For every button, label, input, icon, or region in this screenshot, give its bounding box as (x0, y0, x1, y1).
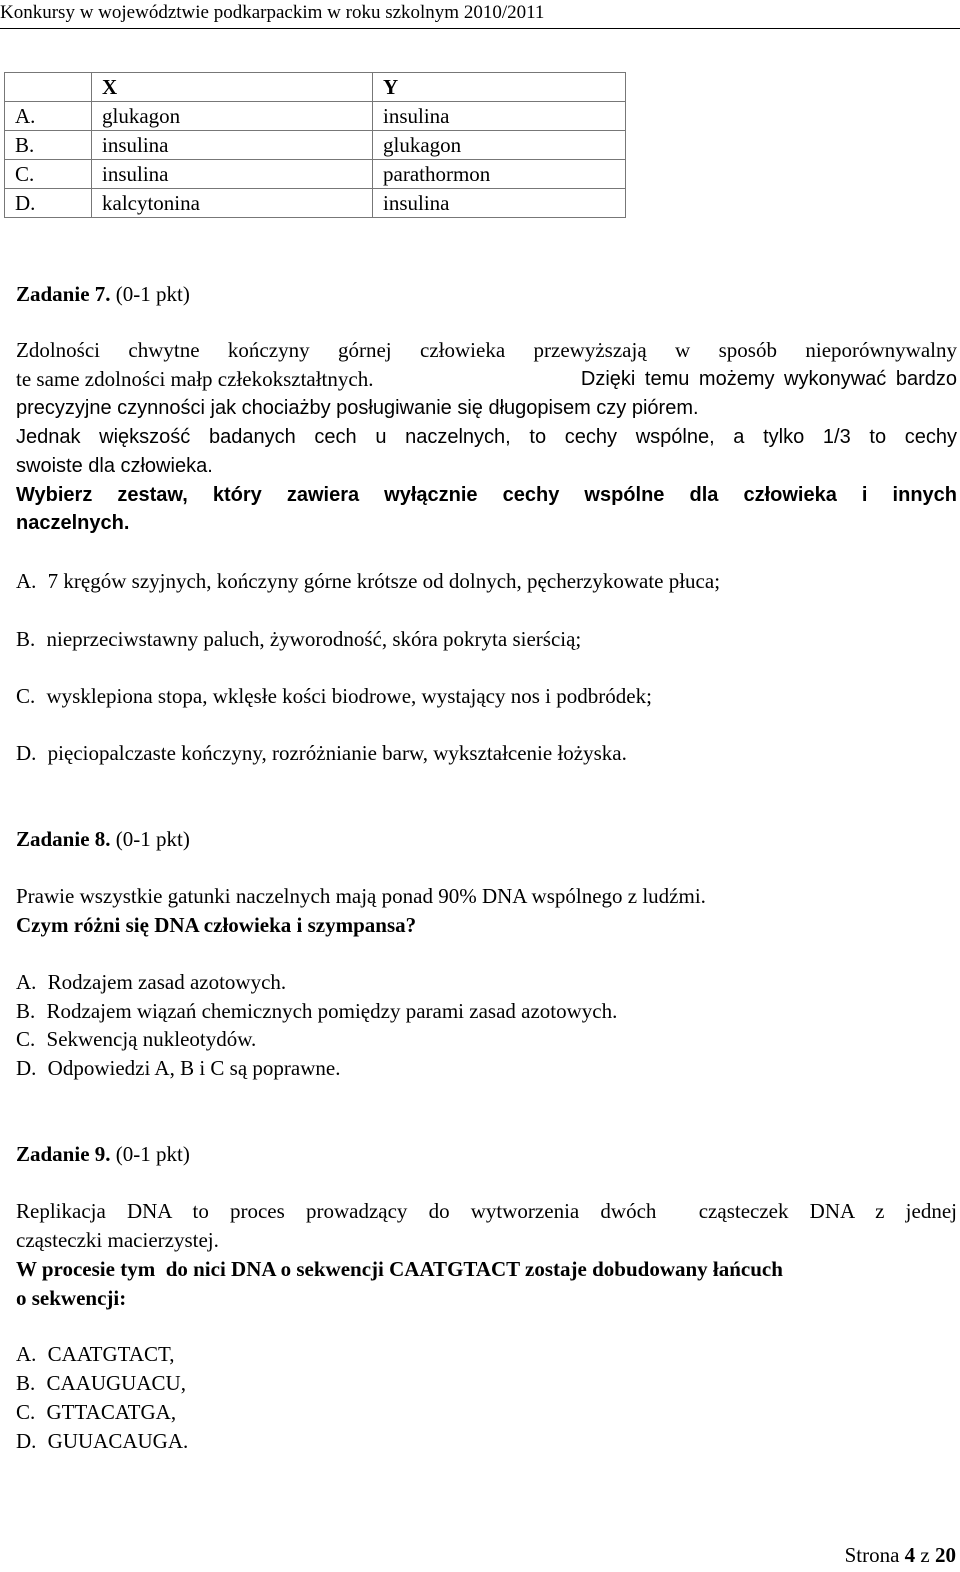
page-number-prefix: Strona (844, 1543, 900, 1567)
table-cell: kalcytonina (92, 189, 373, 218)
task-7-text-line: Jednak większość badanych cech u naczelnych, to cechy wspólne, a tylko 1/3 to cechy (16, 426, 957, 448)
task-points: (0-1 pkt) (115, 1142, 190, 1166)
table-header-row (5, 73, 626, 102)
task-8-option (16, 999, 617, 1024)
task-9-question: o sekwencji: (16, 1286, 127, 1310)
table-header-cell: X (92, 73, 373, 102)
table-cell: insulina (92, 160, 373, 189)
task-7-text-line: Dzięki temu możemy wykonywać bardzo (580, 368, 957, 390)
task-7-heading (16, 282, 190, 307)
option-text: Rodzajem zasad azotowych. (47, 970, 287, 994)
task-9-option (16, 1400, 176, 1425)
page-number-middle: z (920, 1543, 930, 1567)
option-text: wysklepiona stopa, wklęsłe kości biodrowe, wystający nos i podbródek; (46, 684, 652, 708)
task-8-text: Prawie wszystkie gatunki naczelnych mają ponad 90% DNA wspólnego z ludźmi. (16, 884, 706, 908)
table-cell: glukagon (92, 102, 373, 131)
task-9-heading (16, 1142, 190, 1167)
option-label: C. (16, 1400, 36, 1424)
table-row (5, 131, 626, 160)
table-row (5, 189, 626, 218)
table-header-cell: Y (373, 73, 626, 102)
table-cell: D. (5, 189, 92, 218)
option-label: A. (16, 1342, 37, 1366)
option-text: pięciopalczaste kończyny, rozróżnianie barw, wykształcenie łożyska. (47, 741, 627, 765)
option-text: 7 kręgów szyjnych, kończyny górne krótsze od dolnych, pęcherzykowate płuca; (47, 569, 721, 593)
table-cell: insulina (373, 189, 626, 218)
task-9-text-line: Replikacja DNA to proces prowadzący do wytworzenia dwóch cząsteczek DNA z jednej (16, 1199, 957, 1223)
option-label: C. (16, 1027, 36, 1051)
task-8-question: Czym różni się DNA człowieka i szympansa? (16, 913, 417, 937)
option-text: Odpowiedzi A, B i C są poprawne. (47, 1056, 341, 1080)
task-7-option (16, 627, 581, 652)
option-text: GUUACAUGA. (47, 1429, 189, 1453)
table-cell: glukagon (373, 131, 626, 160)
table-cell: A. (5, 102, 92, 131)
task-9-text-line: cząsteczki macierzystej. (16, 1228, 219, 1252)
task-8-heading (16, 827, 190, 852)
option-text: CAAUGUACU, (46, 1371, 186, 1395)
task-7-text-line: precyzyjne czynności jak chociażby posługiwanie się długopisem czy piórem. (16, 397, 699, 419)
option-label: B. (16, 1371, 36, 1395)
task-7-text-line: te same zdolności małp człekokształtnych. (16, 367, 374, 391)
task-7-text-line: swoiste dla człowieka. (16, 455, 213, 477)
task-8-option (16, 1056, 340, 1081)
option-label: D. (16, 741, 37, 765)
task-9-option (16, 1342, 175, 1367)
task-title: Zadanie 9. (16, 1142, 111, 1166)
task-7-question: naczelnych. (16, 512, 130, 534)
option-label: A. (16, 569, 37, 593)
table-row (5, 102, 626, 131)
task-points: (0-1 pkt) (115, 827, 190, 851)
task-7-option (16, 684, 652, 709)
table-row (5, 160, 626, 189)
table-header-cell (5, 73, 92, 102)
answer-table (4, 72, 626, 218)
task-8-option (16, 970, 286, 995)
task-7-question: Wybierz zestaw, który zawiera wyłącznie cechy wspólne dla człowieka i innych (16, 484, 957, 506)
table-cell: insulina (92, 131, 373, 160)
option-text: Sekwencją nukleotydów. (46, 1027, 257, 1051)
table-cell: B. (5, 131, 92, 160)
task-title: Zadanie 7. (16, 282, 111, 306)
option-text: GTTACATGA, (46, 1400, 177, 1424)
option-label: C. (16, 684, 36, 708)
page-header-title: Konkursy w województwie podkarpackim w roku szkolnym 2010/2011 (0, 2, 545, 23)
option-label: D. (16, 1429, 37, 1453)
option-label: A. (16, 970, 37, 994)
table-cell: C. (5, 160, 92, 189)
option-label: B. (16, 999, 36, 1023)
table-cell: parathormon (373, 160, 626, 189)
task-8-option (16, 1027, 256, 1052)
option-label: B. (16, 627, 36, 651)
header-rule (0, 28, 960, 29)
option-label: D. (16, 1056, 37, 1080)
option-text: nieprzeciwstawny paluch, żyworodność, skóra pokryta sierścią; (46, 627, 582, 651)
table-cell: insulina (373, 102, 626, 131)
task-9-question: W procesie tym do nici DNA o sekwencji CAATGTACT zostaje dobudowany łańcuch (16, 1257, 783, 1281)
option-text: Rodzajem wiązań chemicznych pomiędzy parami zasad azotowych. (46, 999, 618, 1023)
task-7-option (16, 569, 720, 594)
task-9-option (16, 1371, 186, 1396)
task-9-option (16, 1429, 188, 1454)
option-text: CAATGTACT, (47, 1342, 175, 1366)
page-number-current: 4 (904, 1543, 916, 1567)
task-title: Zadanie 8. (16, 827, 111, 851)
task-7-text-line: Zdolności chwytne kończyny górnej człowieka przewyższają w sposób nieporównywalny (16, 338, 957, 362)
page-number-total: 20 (935, 1543, 956, 1567)
task-7-option (16, 741, 627, 766)
task-points: (0-1 pkt) (115, 282, 190, 306)
page-number (845, 1543, 956, 1568)
